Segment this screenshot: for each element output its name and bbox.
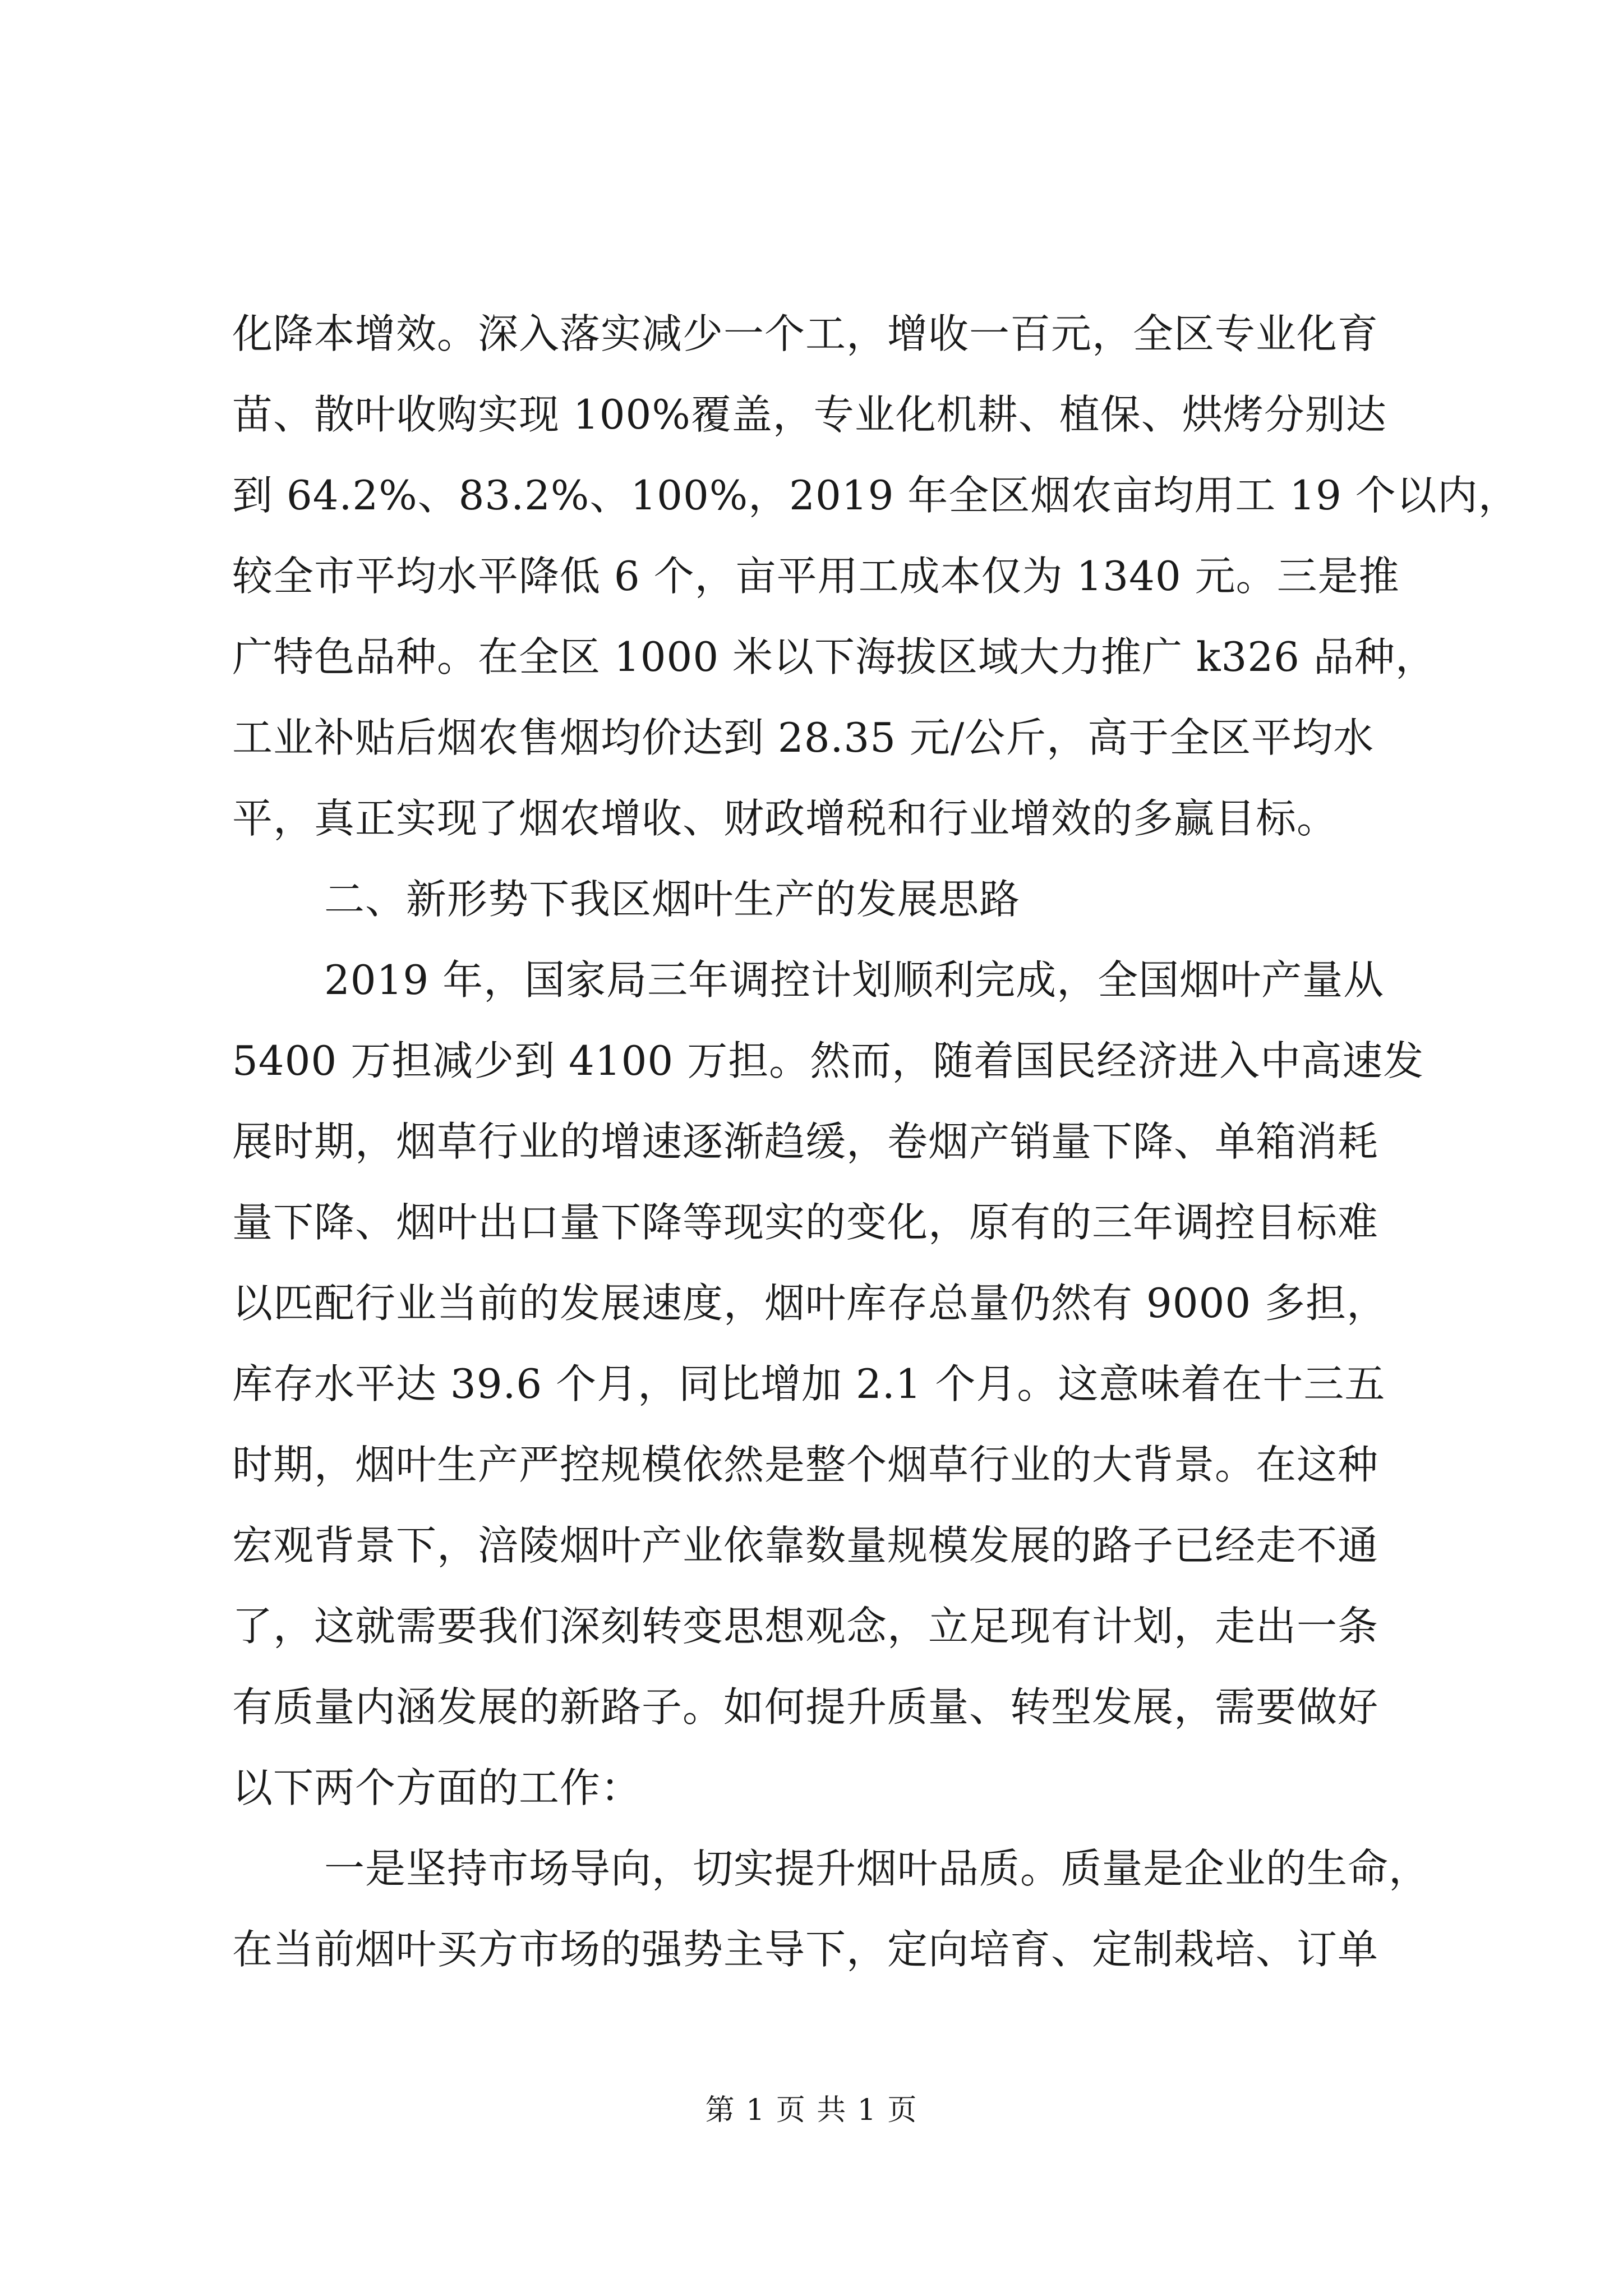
text-line: 广特色品种。在全区 1000 米以下海拔区域大力推广 k326 品种， bbox=[232, 633, 1436, 680]
text-line: 以匹配行业当前的发展速度，烟叶库存总量仍然有 9000 多担， bbox=[232, 1280, 1388, 1327]
text-line: 5400 万担减少到 4100 万担。然而，随着国民经济进入中高速发 bbox=[232, 1037, 1424, 1084]
text-line: 较全市平均水平降低 6 个，亩平用工成本仅为 1340 元。三是推 bbox=[232, 553, 1400, 600]
text-line: 时期，烟叶生产严控规模依然是整个烟草行业的大背景。在这种 bbox=[232, 1441, 1379, 1488]
text-line: 化降本增效。深入落实减少一个工，增收一百元，全区专业化育 bbox=[232, 310, 1379, 357]
text-line: 了，这就需要我们深刻转变思想观念，立足现有计划，走出一条 bbox=[232, 1603, 1379, 1650]
text-line: 苗、散叶收购实现 100%覆盖，专业化机耕、植保、烘烤分别达 bbox=[232, 391, 1387, 438]
text-line: 到 64.2%、83.2%、100%，2019 年全区烟农亩均用工 19 个以内， bbox=[232, 472, 1519, 519]
text-line: 一是坚持市场导向，切实提升烟叶品质。质量是企业的生命， bbox=[324, 1845, 1430, 1892]
text-line: 工业补贴后烟农售烟均价达到 28.35 元/公斤，高于全区平均水 bbox=[232, 714, 1375, 761]
section-heading: 二、新形势下我区烟叶生产的发展思路 bbox=[324, 876, 1021, 923]
page-footer: 第 1 页 共 1 页 bbox=[705, 2093, 918, 2127]
text-line: 展时期，烟草行业的增速逐渐趋缓，卷烟产销量下降、单箱消耗 bbox=[232, 1118, 1379, 1165]
text-line: 以下两个方面的工作： bbox=[232, 1764, 642, 1811]
text-line: 有质量内涵发展的新路子。如何提升质量、转型发展，需要做好 bbox=[232, 1683, 1379, 1731]
text-line: 2019 年，国家局三年调控计划顺利完成，全国烟叶产量从 bbox=[324, 956, 1385, 1004]
text-line: 宏观背景下，涪陵烟叶产业依靠数量规模发展的路子已经走不通 bbox=[232, 1522, 1379, 1569]
text-line: 平，真正实现了烟农增收、财政增税和行业增效的多赢目标。 bbox=[232, 795, 1338, 842]
text-line: 在当前烟叶买方市场的强势主导下，定向培育、定制栽培、订单 bbox=[232, 1926, 1379, 1973]
text-line: 库存水平达 39.6 个月，同比增加 2.1 个月。这意味着在十三五 bbox=[232, 1360, 1386, 1407]
text-line: 量下降、烟叶出口量下降等现实的变化，原有的三年调控目标难 bbox=[232, 1199, 1379, 1246]
